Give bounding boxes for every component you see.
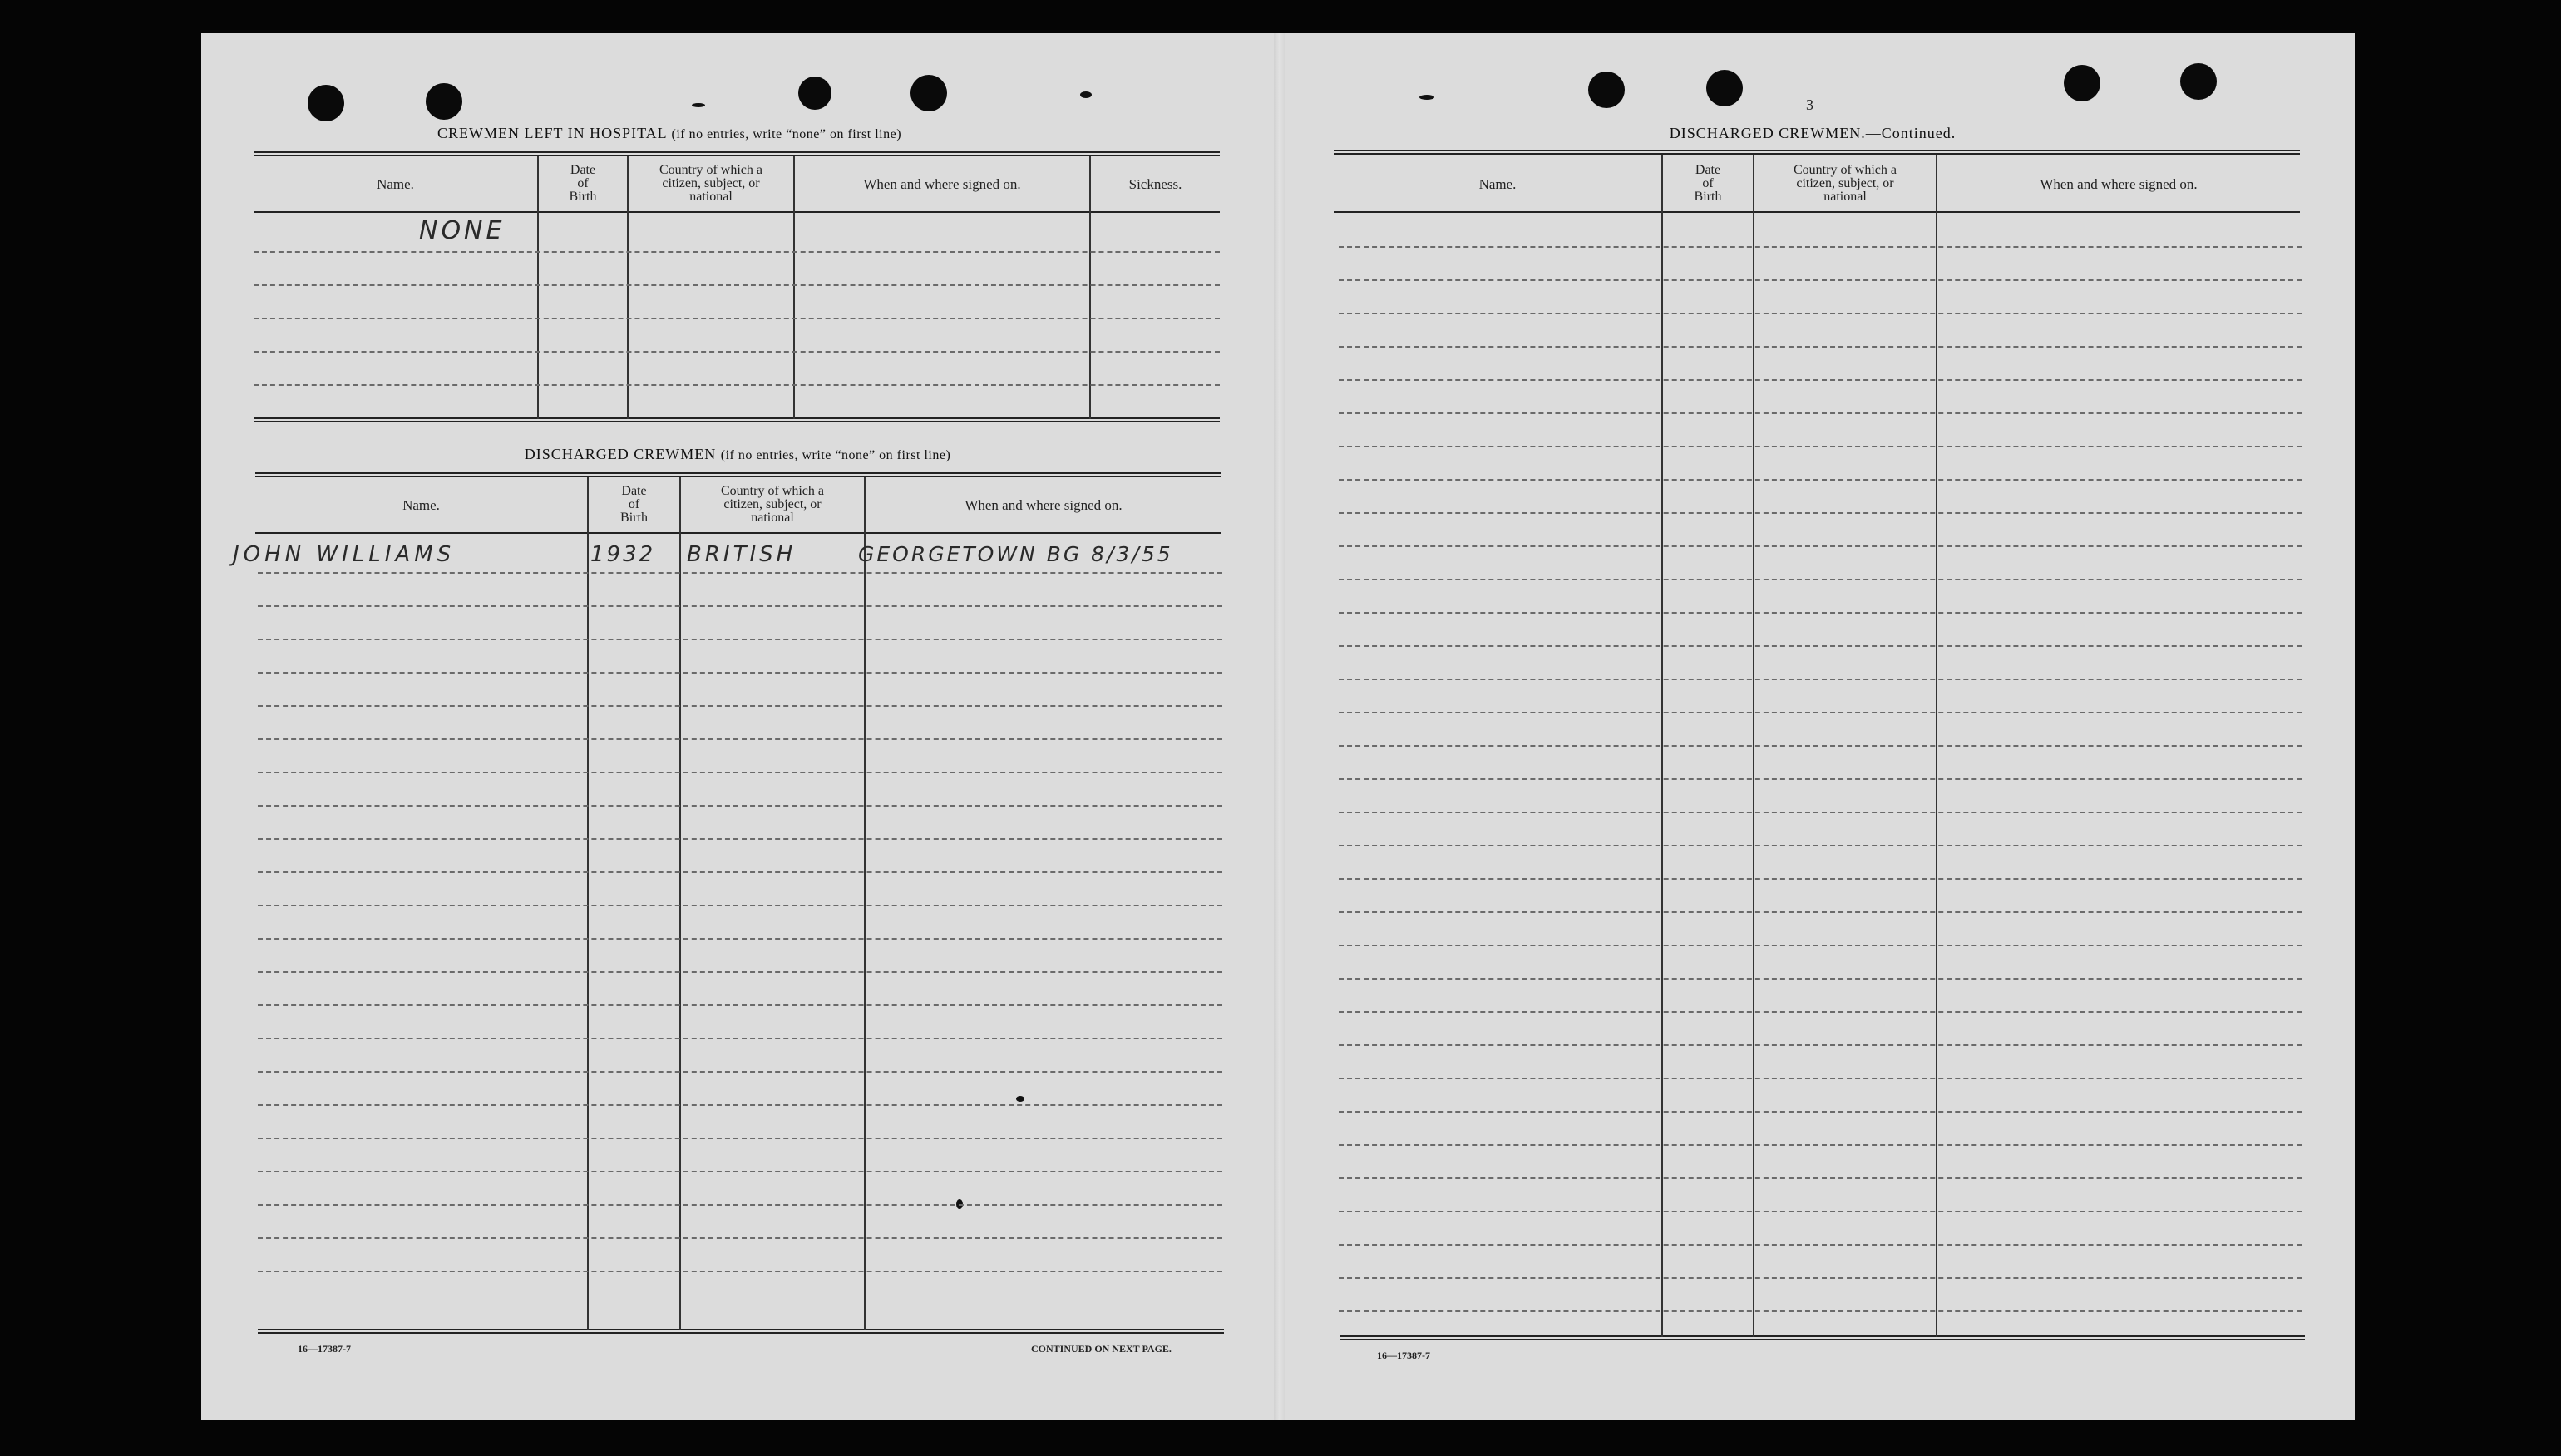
ruled-line bbox=[254, 284, 1220, 286]
discharged-title-text: DISCHARGED CREWMEN bbox=[524, 446, 717, 462]
document-sheet bbox=[201, 33, 2355, 1420]
ruled-line bbox=[258, 805, 1222, 807]
ruled-line bbox=[258, 1104, 1222, 1106]
ruled-line bbox=[258, 572, 1222, 574]
right-section-title bbox=[1670, 125, 1957, 142]
hospital-bottom-rule bbox=[254, 417, 1220, 422]
punch-hole bbox=[1706, 70, 1743, 106]
discharged-entry-name: JOHN WILLIAMS bbox=[233, 542, 456, 567]
ruled-line bbox=[254, 251, 1220, 253]
hospital-entry-name: NONE bbox=[419, 216, 506, 245]
ruled-line bbox=[254, 351, 1220, 353]
ruled-line bbox=[1339, 446, 2302, 447]
ruled-line bbox=[1339, 1310, 2302, 1312]
right-header-name: Name. bbox=[1478, 175, 1517, 192]
discharged-header-rule bbox=[255, 532, 1221, 534]
ruled-line bbox=[1339, 1044, 2302, 1046]
ruled-line bbox=[258, 971, 1222, 973]
discharged-header-signed-on: When and where signed on. bbox=[965, 496, 1123, 513]
discharged-entry-country: BRITISH bbox=[687, 542, 797, 567]
ruled-line bbox=[1339, 679, 2302, 680]
ruled-line bbox=[1339, 412, 2302, 414]
ruled-line bbox=[258, 871, 1222, 873]
right-title-text: DISCHARGED CREWMEN.—Continued. bbox=[1669, 125, 1957, 141]
punch-hole bbox=[1588, 72, 1625, 108]
ruled-line bbox=[1339, 545, 2302, 547]
hospital-title-note: (if no entries, write “none” on first line) bbox=[671, 127, 902, 141]
ruled-line bbox=[1339, 246, 2302, 248]
page-number: 3 bbox=[1806, 96, 1813, 113]
ruled-line bbox=[1339, 911, 2302, 913]
ruled-line bbox=[258, 639, 1222, 640]
ink-speck bbox=[1419, 95, 1434, 100]
right-header-country: Country of which a citizen, subject, or national bbox=[1794, 163, 1897, 204]
ruled-line bbox=[1339, 379, 2302, 381]
ruled-line bbox=[1339, 612, 2302, 614]
continued-note: CONTINUED ON NEXT PAGE. bbox=[1031, 1343, 1172, 1355]
hospital-header-name: Name. bbox=[377, 175, 414, 192]
punch-hole bbox=[2064, 65, 2100, 101]
ruled-line bbox=[1339, 878, 2302, 880]
discharged-header-birth: Date of Birth bbox=[620, 484, 648, 525]
ruled-line bbox=[1339, 579, 2302, 580]
right-header-signed-on: When and where signed on. bbox=[2040, 175, 2198, 192]
right-form-number: 16—17387-7 bbox=[1377, 1350, 1430, 1361]
ruled-line bbox=[1339, 712, 2302, 713]
discharged-header-country: Country of which a citizen, subject, or national bbox=[721, 484, 824, 525]
punch-hole bbox=[2180, 63, 2217, 100]
hospital-header-birth: Date of Birth bbox=[569, 163, 597, 204]
ruled-line bbox=[258, 738, 1222, 740]
hospital-section-title bbox=[437, 125, 901, 142]
ruled-line bbox=[1339, 479, 2302, 481]
discharged-bottom-rule bbox=[258, 1329, 1224, 1334]
ruled-line bbox=[258, 1237, 1222, 1239]
ruled-line bbox=[1339, 1144, 2302, 1146]
hospital-header-country: Country of which a citizen, subject, or national bbox=[659, 163, 762, 204]
ruled-line bbox=[258, 672, 1222, 674]
hospital-header-rule bbox=[254, 211, 1220, 213]
ruled-line bbox=[258, 938, 1222, 940]
ruled-line bbox=[1339, 1111, 2302, 1113]
ruled-line bbox=[1339, 1277, 2302, 1279]
ruled-line bbox=[258, 1204, 1222, 1206]
ruled-line bbox=[1339, 845, 2302, 846]
ruled-line bbox=[258, 905, 1222, 906]
hospital-title-text: CREWMEN LEFT IN HOSPITAL bbox=[437, 125, 668, 141]
hospital-top-rule bbox=[254, 151, 1220, 156]
ink-speck bbox=[692, 103, 705, 107]
discharged-section-title bbox=[525, 446, 951, 463]
left-form-number: 16—17387-7 bbox=[298, 1343, 351, 1355]
ruled-line bbox=[1339, 778, 2302, 780]
hospital-header-sickness: Sickness. bbox=[1128, 175, 1182, 192]
ruled-line bbox=[258, 1004, 1222, 1006]
hospital-header-signed-on: When and where signed on. bbox=[863, 175, 1021, 192]
ruled-line bbox=[1339, 1078, 2302, 1079]
discharged-top-rule bbox=[255, 472, 1221, 477]
ruled-line bbox=[254, 384, 1220, 386]
ruled-line bbox=[1339, 645, 2302, 647]
page-crease bbox=[1274, 33, 1285, 1420]
ruled-line bbox=[1339, 279, 2302, 281]
ruled-line bbox=[258, 772, 1222, 773]
discharged-header-name: Name. bbox=[402, 496, 440, 513]
ruled-line bbox=[258, 605, 1222, 607]
ruled-line bbox=[254, 318, 1220, 319]
ruled-line bbox=[1339, 812, 2302, 813]
ruled-line bbox=[258, 1138, 1222, 1139]
ruled-line bbox=[258, 1171, 1222, 1172]
right-header-rule bbox=[1334, 211, 2300, 213]
punch-hole bbox=[798, 77, 831, 110]
ruled-line bbox=[1339, 313, 2302, 314]
right-header-birth: Date of Birth bbox=[1694, 163, 1722, 204]
ruled-line bbox=[1339, 978, 2302, 980]
ruled-line bbox=[1339, 1211, 2302, 1212]
ruled-line bbox=[258, 1071, 1222, 1073]
discharged-entry-signed-on: GEORGETOWN BG 8/3/55 bbox=[858, 542, 1173, 566]
ruled-line bbox=[258, 1271, 1222, 1272]
ruled-line bbox=[1339, 1177, 2302, 1179]
ruled-line bbox=[258, 1038, 1222, 1039]
ink-speck bbox=[1016, 1096, 1024, 1102]
punch-hole bbox=[308, 85, 344, 121]
punch-hole bbox=[910, 75, 947, 111]
ruled-line bbox=[1339, 945, 2302, 946]
ruled-line bbox=[258, 838, 1222, 840]
discharged-title-note: (if no entries, write “none” on first line) bbox=[720, 448, 951, 462]
right-bottom-rule bbox=[1340, 1335, 2305, 1340]
ruled-line bbox=[1339, 346, 2302, 348]
discharged-entry-birth: 1932 bbox=[590, 542, 656, 567]
ruled-line bbox=[1339, 512, 2302, 514]
ink-speck bbox=[1080, 91, 1092, 98]
ruled-line bbox=[1339, 1244, 2302, 1246]
ruled-line bbox=[258, 705, 1222, 707]
ruled-line bbox=[1339, 1011, 2302, 1013]
punch-hole bbox=[426, 83, 462, 120]
ruled-line bbox=[1339, 745, 2302, 747]
right-top-rule bbox=[1334, 150, 2300, 155]
